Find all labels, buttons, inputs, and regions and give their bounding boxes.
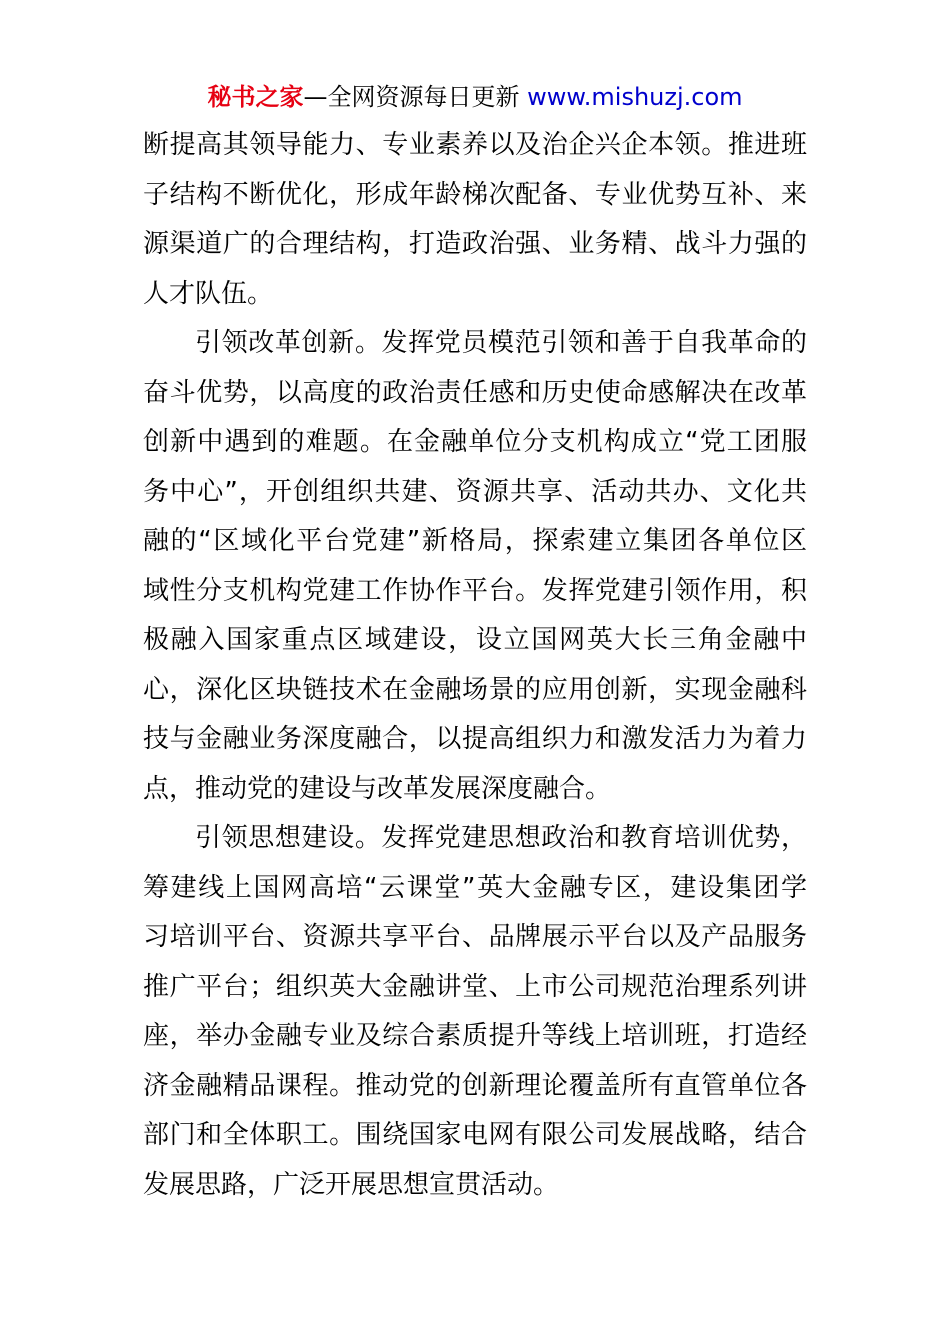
text-line: 座，举办金融专业及综合素质提升等线上培训班，打造经 [143, 1021, 807, 1051]
text-line: 源渠道广的合理结构，打造政治强、业务精、战斗力强的 [143, 229, 807, 259]
text-line: 技与金融业务深度融合，以提高组织力和激发活力为着力 [143, 724, 807, 754]
text-line: 奋斗优势，以高度的政治责任感和历史使命感解决在改革 [143, 377, 807, 408]
text-line: 域性分支机构党建工作协作平台。发挥党建引领作用，积 [143, 575, 807, 606]
text-line: 引领思想建设。发挥党建思想政治和教育培训优势， [195, 823, 807, 853]
site-brand: 秘书之家 [207, 83, 304, 111]
text-line: 部门和全体职工。围绕国家电网有限公司发展战略，结合 [143, 1120, 807, 1150]
site-url-link[interactable]: www.mishuzj.com [527, 83, 743, 111]
text-line: 极融入国家重点区域建设，设立国网英大长三角金融中 [143, 625, 807, 655]
paragraph-2 [143, 319, 807, 814]
text-line: 发展思路，广泛开展思想宣贯活动。 [143, 1169, 560, 1200]
text-line: 习培训平台、资源共享平台、品牌展示平台以及产品服务 [143, 922, 807, 952]
text-line: 济金融精品课程。推动党的创新理论覆盖所有直管单位各 [143, 1070, 807, 1101]
text-line: 点，推动党的建设与改革发展深度融合。 [143, 773, 612, 804]
text-line: 子结构不断优化，形成年龄梯次配备、专业优势互补、来 [143, 179, 807, 210]
text-line: 创新中遇到的难题。在金融单位分支机构成立“党工团服 [143, 427, 807, 457]
text-line: 融的“区域化平台党建”新格局，探索建立集团各单位区 [143, 526, 807, 556]
text-line: 人才队伍。 [143, 278, 274, 309]
document-body [143, 121, 807, 1210]
paragraph-3 [143, 814, 807, 1210]
site-tagline: —全网资源每日更新 [303, 83, 528, 111]
text-line: 推广平台；组织英大金融讲堂、上市公司规范治理系列讲 [143, 971, 807, 1002]
paragraph-1 [143, 121, 807, 319]
text-line: 断提高其领导能力、专业素养以及治企兴企本领。推进班 [143, 130, 807, 160]
page-header [0, 80, 950, 114]
text-line: 务中心”，开创组织共建、资源共享、活动共办、文化共 [143, 476, 807, 507]
text-line: 筹建线上国网高培“云课堂”英大金融专区，建设集团学 [143, 872, 807, 903]
text-line: 引领改革创新。发挥党员模范引领和善于自我革命的 [195, 328, 807, 358]
text-line: 心，深化区块链技术在金融场景的应用创新，实现金融科 [143, 674, 807, 705]
